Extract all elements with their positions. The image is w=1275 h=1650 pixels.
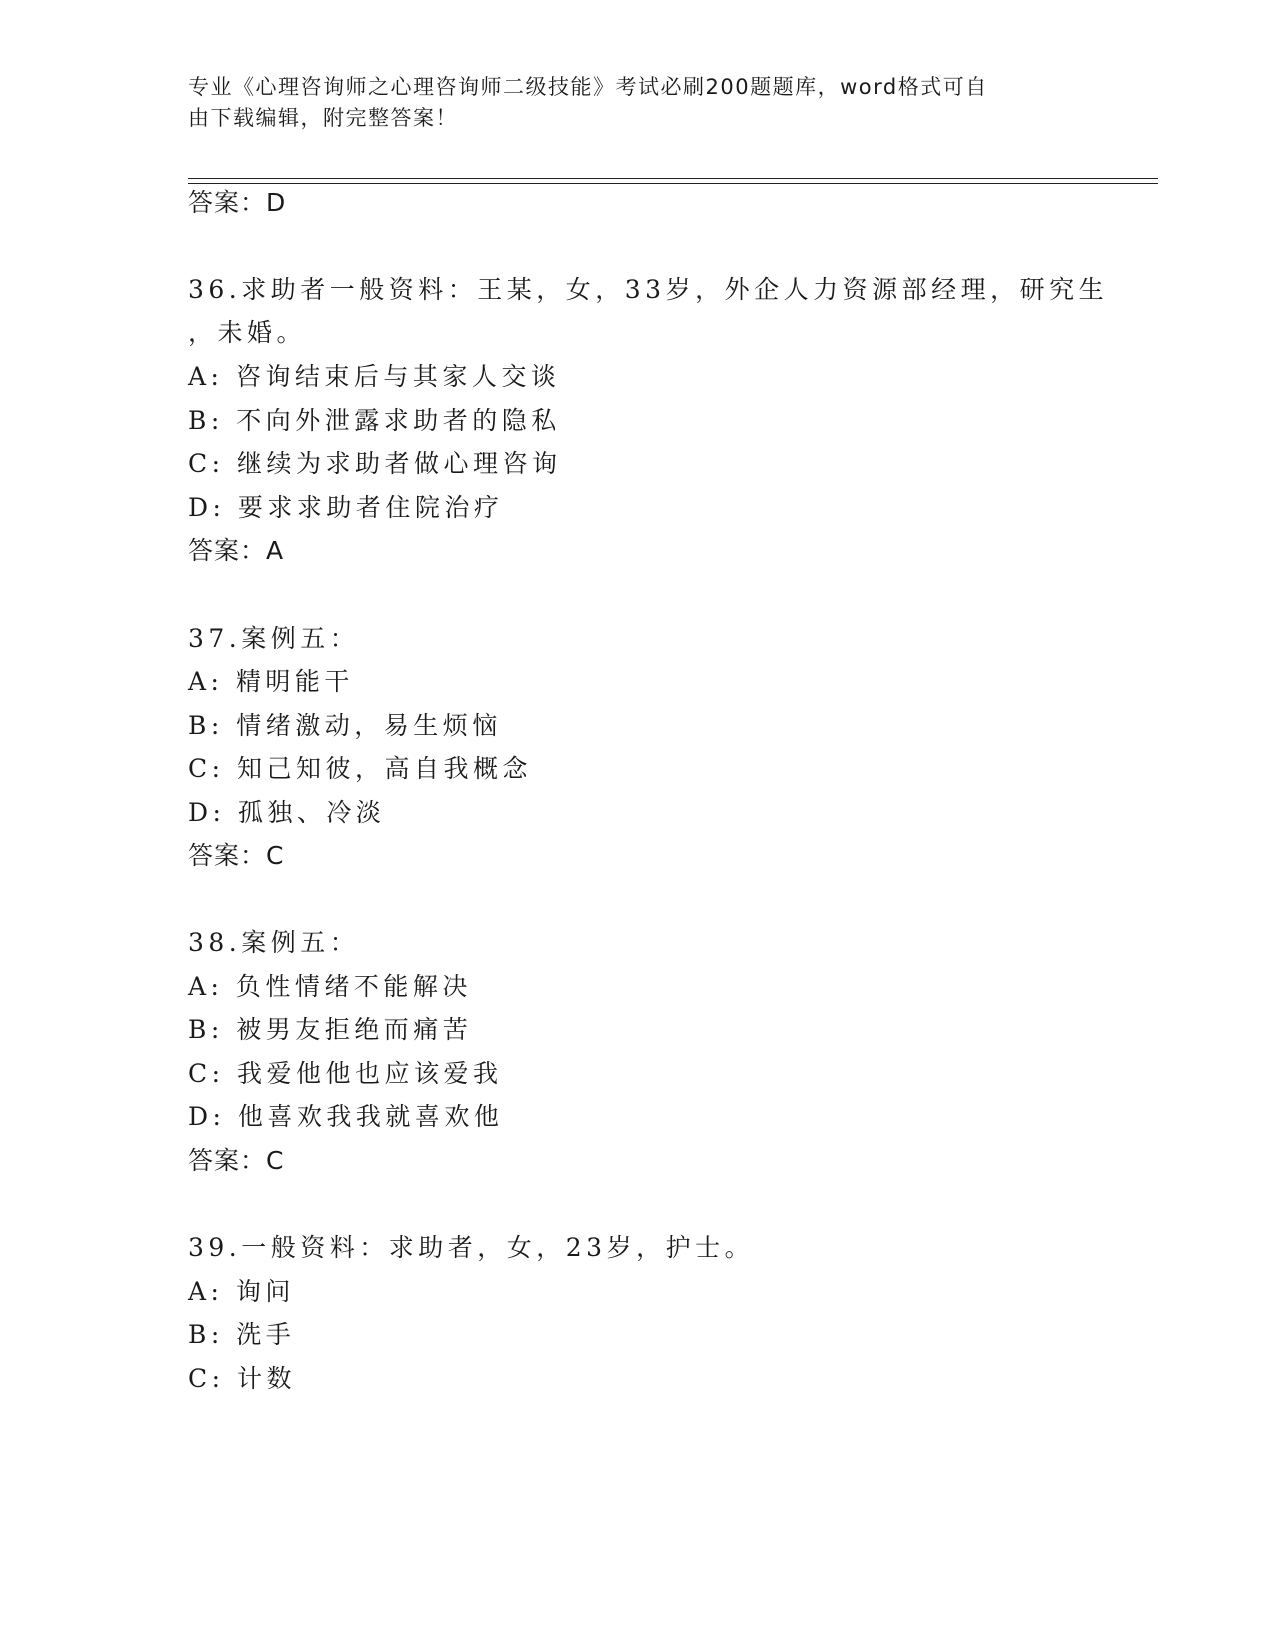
question-37-stem: 37.案例五： — [188, 624, 360, 653]
question-36-option-c: C: 继续为求助者做心理咨询 — [188, 449, 562, 478]
header-divider-top — [188, 178, 1158, 179]
answer-38: 答案：C — [188, 1146, 285, 1175]
question-36-stem-line-1: 36.求助者一般资料：王某，女，33岁，外企人力资源部经理，研究生 — [188, 275, 1109, 304]
question-36-stem-line-2: ，未婚。 — [188, 318, 307, 347]
question-36-option-b: B: 不向外泄露求助者的隐私 — [188, 406, 561, 435]
question-38-option-a: A: 负性情绪不能解决 — [188, 972, 472, 1001]
question-39-option-c: C: 计数 — [188, 1364, 296, 1393]
question-37-option-c: C: 知己知彼，高自我概念 — [188, 754, 532, 783]
question-36-option-a: A: 咨询结束后与其家人交谈 — [188, 362, 561, 391]
answer-37: 答案：C — [188, 841, 285, 870]
question-36-option-d: D: 要求求助者住院治疗 — [188, 493, 504, 522]
question-38-option-c: C: 我爱他他也应该爱我 — [188, 1059, 503, 1088]
header-line-2: 由下载编辑，附完整答案！ — [188, 106, 458, 130]
question-37-option-d: D: 孤独、冷淡 — [188, 798, 386, 827]
answer-36: 答案：A — [188, 536, 285, 565]
question-37-option-b: B: 情绪激动，易生烦恼 — [188, 711, 502, 740]
question-38-option-b: B: 被男友拒绝而痛苦 — [188, 1015, 473, 1044]
answer-35: 答案：D — [188, 188, 287, 217]
question-39-option-a: A: 询问 — [188, 1277, 295, 1306]
question-38-stem: 38.案例五： — [188, 928, 360, 957]
header-divider-bottom — [188, 183, 1158, 184]
question-38-option-d: D: 他喜欢我我就喜欢他 — [188, 1102, 504, 1131]
question-37-option-a: A: 精明能干 — [188, 667, 354, 696]
header-line-1: 专业《心理咨询师之心理咨询师二级技能》考试必刷200题题库，word格式可自 — [188, 75, 988, 99]
document-header — [188, 72, 1088, 134]
question-39-option-b: B: 洗手 — [188, 1320, 296, 1349]
question-39-stem: 39.一般资料：求助者，女，23岁，护士。 — [188, 1233, 755, 1262]
